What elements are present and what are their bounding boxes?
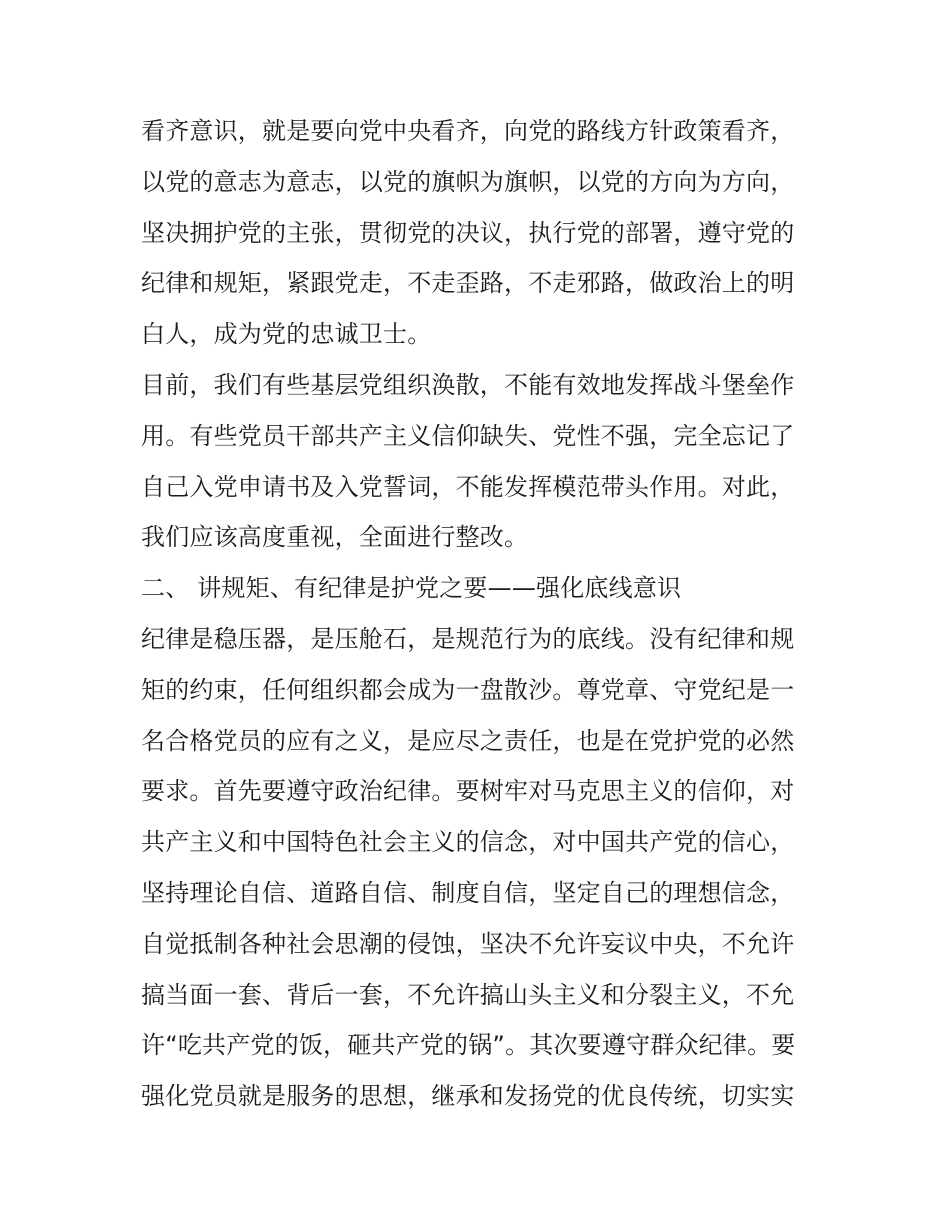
text-line: 纪律和规矩，紧跟党走，不走歪路，不走邪路，做政治上的明 — [141, 269, 795, 298]
text-line: 许“吃共产党的饭，砸共产党的锅”。其次要遵守群众纪律。要 — [141, 1031, 796, 1060]
text-line: 自觉抵制各种社会思潮的侵蚀，坚决不允许妄议中央，不允许 — [141, 929, 795, 958]
document-body — [141, 106, 821, 1122]
text-line: 要求。首先要遵守政治纪律。要树牢对马克思主义的信仰，对 — [141, 777, 795, 806]
text-line: 搞当面一套、背后一套，不允许搞山头主义和分裂主义，不允 — [141, 980, 795, 1009]
section-heading: 二、 讲规矩、有纪律是护党之要——强化底线意识 — [141, 574, 682, 603]
text-line: 共产主义和中国特色社会主义的信念，对中国共产党的信心， — [141, 828, 795, 857]
text-line: 白人，成为党的忠诚卫士。 — [141, 320, 432, 349]
text-line: 坚持理论自信、道路自信、制度自信，坚定自己的理想信念， — [141, 878, 795, 907]
text-line: 强化党员就是服务的思想，继承和发扬党的优良传统，切实实 — [141, 1082, 795, 1111]
text-line: 自己入党申请书及入党誓词，不能发挥模范带头作用。对此， — [141, 472, 795, 501]
text-line: 我们应该高度重视，全面进行整改。 — [141, 523, 529, 552]
text-line: 用。有些党员干部共产主义信仰缺失、党性不强，完全忘记了 — [141, 421, 795, 450]
text-line: 看齐意识，就是要向党中央看齐，向党的路线方针政策看齐， — [141, 117, 795, 145]
text-line: 矩的约束，任何组织都会成为一盘散沙。尊党章、守党纪是一 — [141, 675, 795, 704]
text-line: 目前，我们有些基层党组织涣散，不能有效地发挥战斗堡垒作 — [141, 370, 795, 399]
text-line: 以党的意志为意志，以党的旗帜为旗帜，以党的方向为方向， — [141, 167, 795, 196]
text-line: 坚决拥护党的主张，贯彻党的决议，执行党的部署，遵守党的 — [141, 218, 795, 247]
text-line: 纪律是稳压器，是压舱石，是规范行为的底线。没有纪律和规 — [141, 624, 795, 653]
text-line: 名合格党员的应有之义，是应尽之责任，也是在党护党的必然 — [141, 726, 795, 755]
